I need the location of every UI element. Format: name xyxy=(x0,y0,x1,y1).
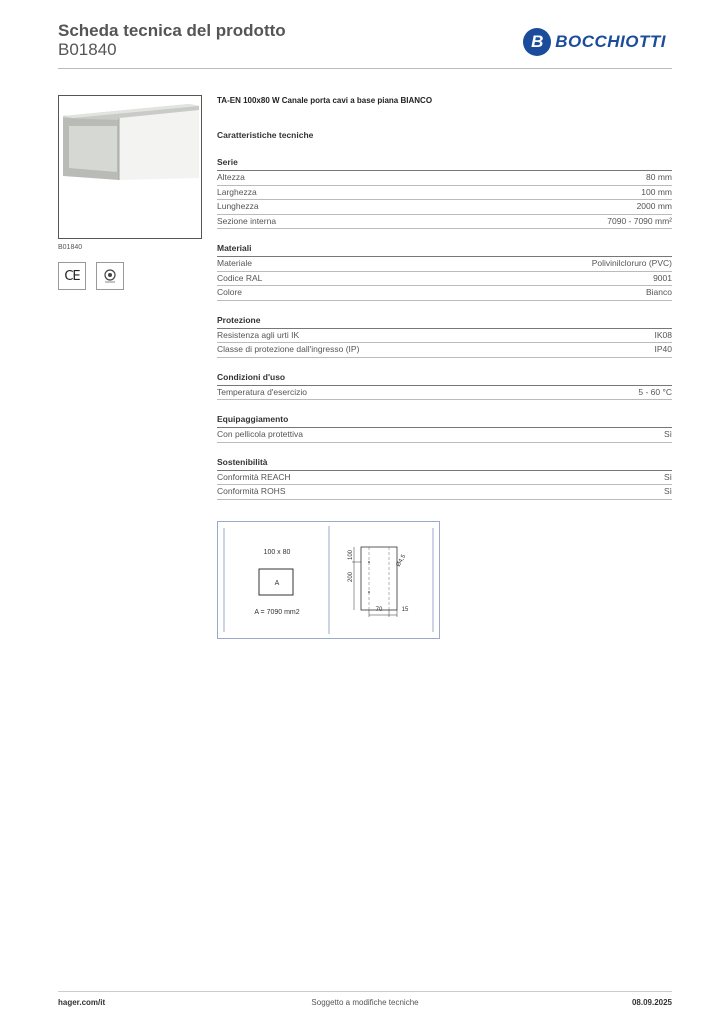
spec-value: 2000 mm xyxy=(636,201,672,211)
footer-website[interactable]: hager.com/it xyxy=(58,998,106,1007)
spec-section xyxy=(217,315,672,358)
area-value: A = 7090 mm2 xyxy=(254,609,300,616)
header-divider xyxy=(58,68,672,69)
spec-row xyxy=(217,200,672,215)
dim-diameter: Ø4,5 xyxy=(395,553,408,568)
spec-row xyxy=(217,286,672,301)
brand-name: BOCCHIOTTI xyxy=(555,32,666,51)
spec-value: Sì xyxy=(663,471,672,482)
footer-disclaimer: Soggetto a modifiche tecniche xyxy=(311,998,419,1007)
product-name: TA-EN 100x80 W Canale porta cavi a base piana BIANCO xyxy=(217,96,433,105)
spec-value: 5 - 60 °C xyxy=(638,386,672,397)
spec-sheet xyxy=(217,96,672,532)
cable-duct-image xyxy=(59,96,201,238)
dim-15: 15 xyxy=(401,607,409,613)
brand-logo-icon xyxy=(523,28,551,56)
product-code: B01840 xyxy=(58,40,117,59)
spec-row xyxy=(217,386,672,401)
dim-70: 70 xyxy=(375,607,383,613)
area-letter: A xyxy=(274,580,280,587)
dim-100: 100 xyxy=(348,549,354,560)
section-title: Materiali xyxy=(217,243,672,257)
spec-row xyxy=(217,171,672,186)
product-photo xyxy=(58,95,202,239)
spec-value: IK08 xyxy=(654,329,672,340)
spec-row xyxy=(217,186,672,201)
brand-mark-letter: B xyxy=(531,32,544,51)
dim-200: 200 xyxy=(348,571,354,582)
spec-value: Sì xyxy=(663,486,672,496)
brand-logo xyxy=(523,28,666,56)
photo-caption: B01840 xyxy=(58,244,83,251)
ce-mark-icon xyxy=(58,262,86,290)
spec-value: Sì xyxy=(663,429,672,439)
spec-value: 80 mm xyxy=(646,172,672,182)
section-label: 100 x 80 xyxy=(263,549,291,556)
spec-row xyxy=(217,471,672,486)
spec-label: Sezione interna xyxy=(217,215,277,226)
spec-label: Larghezza xyxy=(217,186,257,197)
section-title: Sostenibilità xyxy=(217,457,672,471)
technical-drawings xyxy=(217,521,440,639)
spec-label: Codice RAL xyxy=(217,272,263,283)
section-title: Condizioni d'uso xyxy=(217,372,672,386)
spec-section xyxy=(217,457,672,500)
spec-section xyxy=(217,243,672,301)
spec-value: 7090 - 7090 mm² xyxy=(607,215,672,226)
spec-row xyxy=(217,485,672,500)
footer-divider xyxy=(58,991,672,992)
spec-label: Materiale xyxy=(217,258,252,268)
spec-value: 100 mm xyxy=(641,186,672,197)
spec-row xyxy=(217,343,672,358)
spec-value: IP40 xyxy=(654,344,672,354)
drawing-canvas xyxy=(218,522,439,638)
spec-section xyxy=(217,372,672,401)
spec-value: Bianco xyxy=(646,287,672,297)
spec-label: Classe di protezione dall'ingresso (IP) xyxy=(217,344,360,354)
tech-heading: Caratteristiche tecniche xyxy=(217,130,314,140)
spec-row xyxy=(217,329,672,344)
spec-section xyxy=(217,414,672,443)
section-title: Protezione xyxy=(217,315,672,329)
profile-outline xyxy=(361,547,397,610)
spec-row xyxy=(217,257,672,272)
section-title: Equipaggiamento xyxy=(217,414,672,428)
spec-value: 9001 xyxy=(653,272,672,283)
spec-row xyxy=(217,428,672,443)
spec-section xyxy=(217,157,672,229)
spec-sections xyxy=(217,157,672,500)
spec-label: Conformità ROHS xyxy=(217,486,286,496)
spec-label: Altezza xyxy=(217,172,245,182)
page-title: Scheda tecnica del prodotto xyxy=(58,21,286,40)
spec-row xyxy=(217,215,672,230)
footer-date: 08.09.2025 xyxy=(631,998,672,1007)
spec-label: Conformità REACH xyxy=(217,471,291,482)
spec-label: Con pellicola protettiva xyxy=(217,429,303,439)
spec-label: Lunghezza xyxy=(217,201,259,211)
spec-value: Polivinilcloruro (PVC) xyxy=(591,258,672,268)
ce-label: CE xyxy=(64,268,80,284)
section-title: Serie xyxy=(217,157,672,171)
spec-row xyxy=(217,272,672,287)
page-header xyxy=(58,22,672,68)
spec-label: Colore xyxy=(217,287,243,297)
spec-label: Resistenza agli urti IK xyxy=(217,329,300,340)
spec-label: Temperatura d'esercizio xyxy=(217,386,307,397)
ip-rating-icon xyxy=(96,262,124,290)
